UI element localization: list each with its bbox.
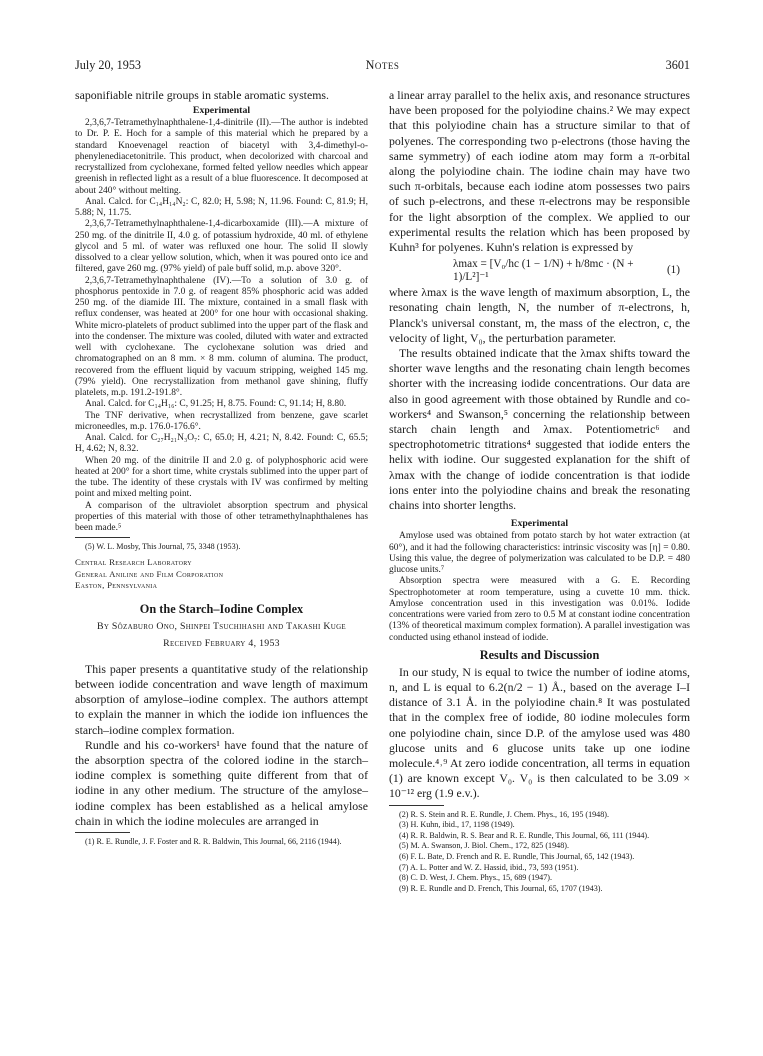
footnote-rule <box>75 537 130 538</box>
header-page-number: 3601 <box>665 58 690 72</box>
experimental-heading-2: Experimental <box>510 518 569 530</box>
left-column <box>75 88 368 848</box>
received-date: Received February 4, 1953 <box>163 637 280 649</box>
header-date: July 20, 1953 <box>75 58 142 72</box>
footnote-list <box>389 810 690 895</box>
footnote-1: (1) R. E. Rundle, J. F. Foster and R. R. Baldwin, This Journal, 66, 2116 (1944). <box>85 837 342 847</box>
paragraph-spectra: Absorption spectra were measured with a G. E. Recording Spectrophotometer at room temperature, using a cuvette 10 mm. thick. Amylose concentration used in this investigation was 0.01%. Iodide concentrations were varied from zero to 0.5 M at constant iodine concentration (13% of theoretical maximum complex formation). A parallel investigation was conducted using ethanol instead of iodide. <box>389 576 690 643</box>
affiliation-line-2: General Aniline and Film Corporation <box>75 568 224 579</box>
footnote-rule-3 <box>389 805 444 806</box>
affiliation-block <box>75 557 368 592</box>
intro-continuation: saponifiable nitrile groups in stable aromatic systems. <box>75 88 329 102</box>
paragraph-tetramethylnaphthalene: 2,3,6,7-Tetramethylnaphthalene (IV).—To a solution of 3.0 g. of phosphorus pentoxide in 7.0 g. of reagent 85% phosphoric acid was added 250 mg. of the diamide III. The mixture, contained in a small flask with reflux condenser, was heated at 200° for one hour with occasional shaking. White micro-platelets of product sublimed into the upper part of the flask and into the condenser. The mixture was cooled, diluted with water and extracted well with cyclohexane. The cyclohexane solution was dried and chromatographed on an 8 mm. × 8 mm. column of alumina. The product, recovered from the effluent liquid by vacuum stripping, weighed 145 mg. (79% yield). One recrystallization from methanol gave shining, fluffy platelets, m.p. 191.2-191.8°. <box>75 275 369 399</box>
footnote-rule-2 <box>75 832 130 833</box>
abstract-paragraph: This paper presents a quantitative study of the relationship between iodide concentration and wave length of maximum absorption of amylose–iodine complex. The authors attempt to explain the manner in which the iodide ion influences the starch–iodine complex formation. <box>75 661 368 737</box>
affiliation-line-3: Easton, Pennsylvania <box>75 580 158 591</box>
paragraph-analysis-2: Anal. Calcd. for C₁₄H₁₆: C, 91.25; H, 8.75. Found: C, 91.14; H, 8.80. <box>85 399 347 410</box>
experimental-heading: Experimental <box>192 105 251 117</box>
paragraph-polyphosphoric: When 20 mg. of the dinitrile II and 2.0 g. of polyphosphoric acid were heated at 200° for a short time, white crystals sublimed into the upper part of the tube. The identity of these crystals with IV was confirmed by melting point and mixed melting point. <box>75 455 368 500</box>
paragraph-analysis-3: Anal. Calcd. for C₂₇H₂₁N₃O₇: C, 65.0; H, 4.21; N, 8.42. Found: C, 65.5; H, 4.62; N, 8.32. <box>75 433 368 455</box>
paragraph-amylose: Amylose used was obtained from potato starch by hot water extraction (at 60°), and it had the following characteristics: intrinsic viscosity was [η] = 0.80. Using this value, the degree of polymerization was calculated to be D.P. = 480 glucose units.⁷ <box>389 531 690 576</box>
paragraph-dicarboxamide: 2,3,6,7-Tetramethylnaphthalene-1,4-dicarboxamide (III).—A mixture of 250 mg. of the dinitrile II, 4.0 g. of potassium hydroxide, 40 ml. of ethylene glycol and 5 ml. of water was refluxed one hour. The solid II slowly dissolved to a clear yellow solution, which, when it was poured onto ice and filtered, gave 260 mg. (97% yield) of pale buff solid, m.p. above 320°. <box>75 219 368 275</box>
equation-expression: λmax = [V₀/hc (1 − 1/N) + h/8mc · (N + 1)/L²]⁻¹ <box>453 257 634 283</box>
results-heading: Results and Discussion <box>479 647 600 662</box>
results-summary-paragraph: The results obtained indicate that the λmax shifts toward the shorter wave lengths and the resonating chain length becomes shorter with the increasing iodide concentrations. Our data are also in good agreement with those obtained by Rundle and co-workers⁴ and Swanson,⁵ concerning the relationship between starch chain length and λmax. Potentiometric⁶ and spectrophotometric titrations⁴ suggested that iodide enters the helix with iodine. Our suggested explanation for the shift of λmax with the change of iodide concentration is that iodide ions enter into the polyiodine chains and break the resonating chains into shorter lengths. <box>389 346 690 513</box>
footnote-6: (6) F. L. Bate, D. French and R. E. Rundle, This Journal, 65, 142 (1943). <box>399 851 635 861</box>
article-authors: By Sôzaburo Ono, Shinpei Tsuchihashi and Takashi Kuge <box>96 620 347 632</box>
equation-definitions: where λmax is the wave length of maximum absorption, L, the resonating chain length, N, the number of π-electrons, h, Planck's universal constant, m, the mass of the electron, c, the velocity of light, V₀, the perturbation parameter. <box>389 285 690 345</box>
running-header <box>75 57 690 73</box>
article-title: On the Starch–Iodine Complex <box>139 601 304 616</box>
footnote-7: (7) A. L. Potter and W. Z. Hassid, ibid., 73, 593 (1951). <box>399 862 579 872</box>
affiliation-line-1: Central Research Laboratory <box>75 557 192 568</box>
footnote-5-right: (5) M. A. Swanson, J. Biol. Chem., 172, 825 (1948). <box>399 841 569 851</box>
paragraph-tnf-derivative: The TNF derivative, when recrystallized from benzene, gave scarlet microneedles, m.p. 176.0-176.6°. <box>75 410 368 432</box>
footnote-3: (3) H. Kuhn, ibid., 17, 1198 (1949). <box>399 820 515 830</box>
footnote-4: (4) R. R. Baldwin, R. S. Bear and R. E. Rundle, This Journal, 66, 111 (1944). <box>399 830 650 840</box>
paragraph-dinitrile: 2,3,6,7-Tetramethylnaphthalene-1,4-dinitrile (II).—The author is indebted to Dr. P. E. Hoch for a sample of this material which he prepared by a standard Knoevenagel reaction of biacetyl with 3,4-dimethyl-o-phenylenediacetonitrile. This product, when decolorized with charcoal and recrystallized from cyclohexane, formed felted yellow needles which appear greenish in reflected light as a result of a blue fluorescence. It decomposed at about 240° without melting. <box>75 118 368 196</box>
equation-number: (1) <box>666 264 680 277</box>
paragraph-comparison: A comparison of the ultraviolet absorption spectrum and physical properties of this material with those of other tetramethylnaphthalenes has been made.⁵ <box>75 500 368 534</box>
footnote-2: (2) R. S. Stein and R. E. Rundle, J. Chem. Phys., 16, 195 (1948). <box>399 809 609 819</box>
footnote-9: (9) R. E. Rundle and D. French, This Journal, 65, 1707 (1943). <box>399 883 603 893</box>
results-paragraph: In our study, N is equal to twice the number of iodine atoms, n, and L is equal to 6.2(n/2 − 1) Å., based on the average I–I distance of 3.1 Å. in the polyiodine chain.⁸ It was postulated that in the complex free of iodide, 80 iodine molecules form one polyiodine chain, since D.P. of the amylose used was 480 glucose units and 6 glucose units take up one iodine molecule.⁴˒⁹ At zero iodide concentration, all terms in equation (1) are known except V₀. V₀ is then calculated to be 3.09 × 10⁻¹² erg (1.9 e.v.). <box>389 664 690 801</box>
footnote-5: (5) W. L. Mosby, This Journal, 75, 3348 (1953). <box>85 542 241 552</box>
paragraph-analysis-1: Anal. Calcd. for C₁₄H₁₄N₂: C, 82.0; H, 5.98; N, 11.96. Found: C, 81.9; H, 5.88; N, 11.75. <box>75 196 368 219</box>
header-section: Notes <box>365 58 400 72</box>
body-paragraph-rundle: Rundle and his co-workers¹ have found that the nature of the absorption spectra of the colored iodine in the starch–iodine complex is something quite different from that of iodine in any other medium. The structure of the amylose–iodine complex has been established as a helical amylose chain in which the iodine molecules are arranged in <box>75 737 368 828</box>
right-column <box>389 88 690 894</box>
body-paragraph-polyiodine: a linear array parallel to the helix axis, and resonance structures have been proposed for the polyiodine chains.² We may expect that this polyiodine chain has a structure similar to that of polyenes. The corresponding two p-electrons (those having the same symmetry) of each iodine atom may form a π-orbital along the polyiodine chain. The iodine chain may have two such π-orbitals, because each iodine atom possesses two pairs of such p-electrons, and these π-electrons may be responsible for the light absorption of the complex. We applied to our experimental results the relation which has been proposed by Kuhn³ for polyenes. Kuhn's relation is expressed by <box>389 88 690 255</box>
kuhn-equation <box>389 255 690 285</box>
footnote-8: (8) C. D. West, J. Chem. Phys., 15, 689 (1947). <box>399 873 552 883</box>
